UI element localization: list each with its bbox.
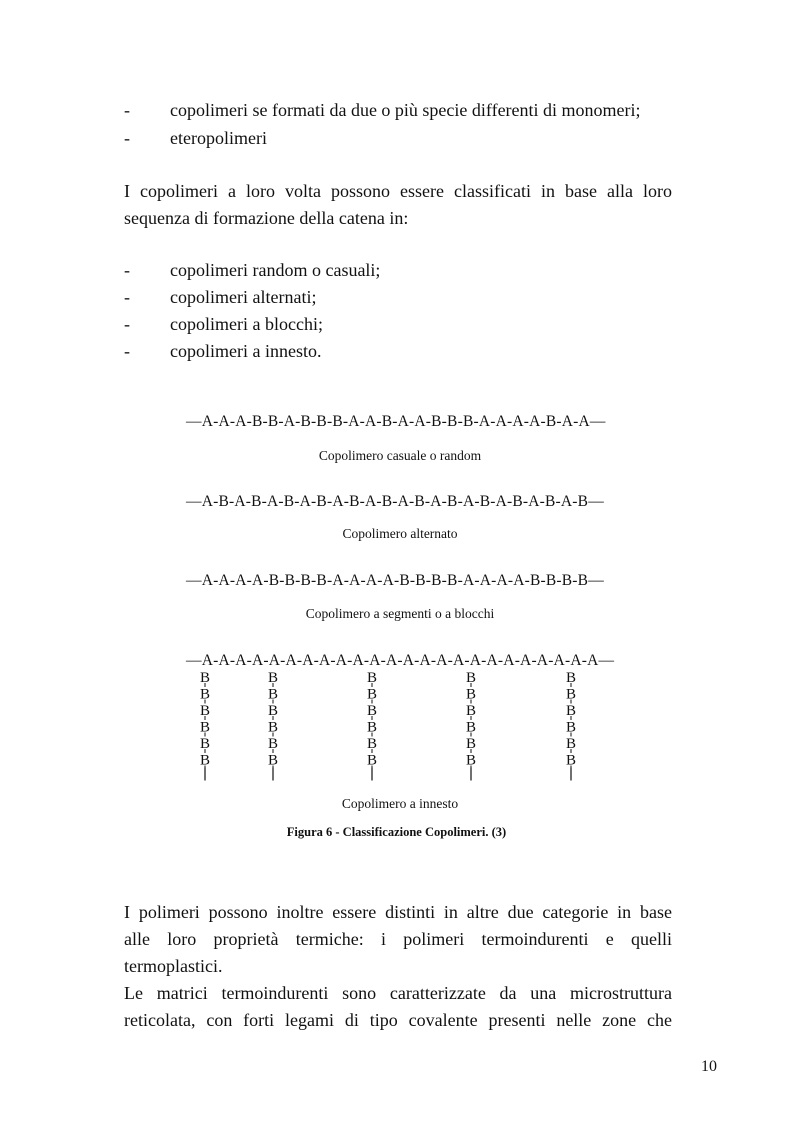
graft-branch-unit: B bbox=[366, 719, 378, 736]
graft-branch-unit: B bbox=[465, 686, 477, 703]
list-item-text: eteropolimeri bbox=[170, 128, 267, 148]
list-bullet: - bbox=[124, 100, 130, 120]
graft-branch-unit: B bbox=[199, 752, 211, 769]
graft-branch-unit: B bbox=[199, 670, 211, 686]
graft-branch-unit: B bbox=[465, 703, 477, 719]
paragraph-line: Le matrici termoindurenti sono caratterizzate da una microstruttura bbox=[124, 983, 672, 1003]
graft-caption: Copolimero a innesto bbox=[341, 796, 459, 811]
random-caption: Copolimero casuale o random bbox=[318, 448, 482, 463]
alternate-chain: —A-B-A-B-A-B-A-B-A-B-A-B-A-B-A-B-A-B-A-B-A-B-A-B— bbox=[186, 493, 604, 510]
paragraph-line: reticolata, con forti legami di tipo covalente presenti nelle zone che bbox=[124, 1010, 672, 1030]
graft-branch-unit: B bbox=[366, 686, 378, 703]
graft-branch-unit: B bbox=[565, 670, 577, 686]
list-bullet: - bbox=[124, 260, 130, 280]
paragraph-line: alle loro proprietà termiche: i polimeri termoindurenti e quelli bbox=[124, 929, 672, 949]
alternate-caption: Copolimero alternato bbox=[342, 526, 458, 541]
paragraph-line: termoplastici. bbox=[124, 956, 223, 976]
list-bullet: - bbox=[124, 128, 130, 148]
graft-branch-unit: B bbox=[366, 752, 378, 769]
list-item-text: copolimeri alternati; bbox=[170, 287, 317, 307]
block-chain: —A-A-A-A-B-B-B-B-A-A-A-A-B-B-B-B-A-A-A-A-B-B-B-B— bbox=[186, 572, 604, 589]
list-item-text: copolimeri a innesto. bbox=[170, 341, 322, 361]
graft-branch-unit: B bbox=[565, 703, 577, 719]
graft-branch-unit: B bbox=[366, 736, 378, 752]
graft-branch-unit: B bbox=[267, 686, 279, 703]
list-bullet: - bbox=[124, 314, 130, 334]
list-bullet: - bbox=[124, 287, 130, 307]
paragraph-line: I polimeri possono inoltre essere distinti in altre due categorie in base bbox=[124, 902, 672, 922]
graft-branch-unit: B bbox=[366, 670, 378, 686]
graft-branch-unit: B bbox=[465, 752, 477, 769]
graft-chain: —A-A-A-A-A-A-A-A-A-A-A-A-A-A-A-A-A-A-A-A-A-A-A-A— bbox=[186, 652, 615, 669]
graft-branch-unit: B bbox=[565, 686, 577, 703]
graft-branch-unit: B bbox=[465, 670, 477, 686]
graft-branch-unit: B bbox=[199, 736, 211, 752]
graft-branch-unit: B bbox=[565, 719, 577, 736]
graft-branch-unit: B bbox=[565, 736, 577, 752]
graft-branch-unit: B bbox=[465, 719, 477, 736]
page-number: 10 bbox=[701, 1058, 717, 1075]
graft-branch-unit: B bbox=[565, 752, 577, 769]
figure-caption: Figura 6 - Classificazione Copolimeri. (3) bbox=[286, 825, 507, 839]
list-bullet: - bbox=[124, 341, 130, 361]
graft-branch-unit: B bbox=[267, 719, 279, 736]
graft-branch-unit: B bbox=[267, 752, 279, 769]
graft-branch-unit: B bbox=[366, 703, 378, 719]
graft-branches bbox=[0, 668, 793, 798]
random-chain: —A-A-A-B-B-A-B-B-B-A-A-B-A-A-B-B-B-A-A-A-A-B-A-A— bbox=[186, 413, 606, 430]
block-caption: Copolimero a segmenti o a blocchi bbox=[305, 606, 495, 621]
graft-branch-unit: B bbox=[267, 670, 279, 686]
paragraph-line: I copolimeri a loro volta possono essere classificati in base alla loro bbox=[124, 181, 672, 201]
graft-branch-unit: B bbox=[199, 686, 211, 703]
list-item-text: copolimeri se formati da due o più specie differenti di monomeri; bbox=[170, 100, 641, 120]
list-item-text: copolimeri random o casuali; bbox=[170, 260, 381, 280]
graft-branch-unit: B bbox=[199, 719, 211, 736]
graft-branch-unit: B bbox=[267, 703, 279, 719]
graft-branch-unit: B bbox=[199, 703, 211, 719]
paragraph-line: sequenza di formazione della catena in: bbox=[124, 208, 409, 228]
graft-branch-unit: B bbox=[267, 736, 279, 752]
list-item-text: copolimeri a blocchi; bbox=[170, 314, 323, 334]
graft-branch-unit: B bbox=[465, 736, 477, 752]
